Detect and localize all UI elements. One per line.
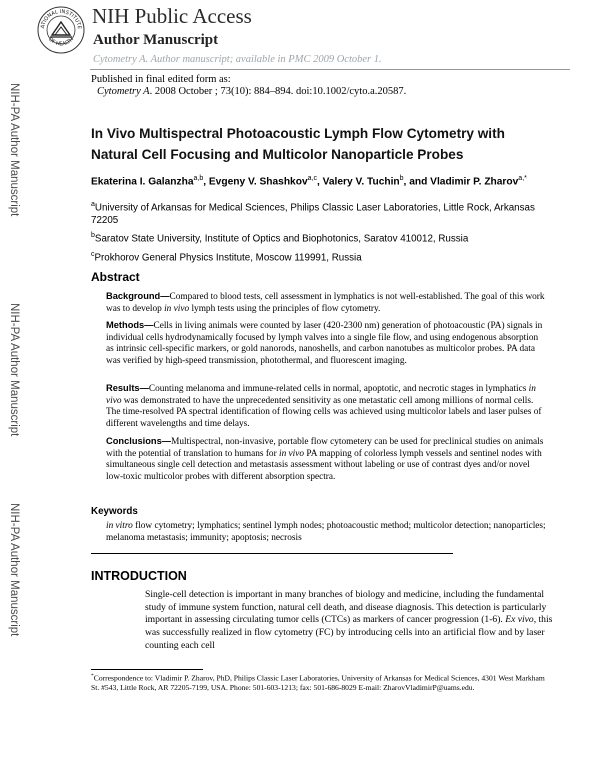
author-affiliation-sup: a,c	[307, 175, 317, 182]
section-label: Conclusions—	[106, 436, 172, 446]
author-affiliation-sup: a,*	[518, 175, 527, 182]
svg-text:OF HEALTH: OF HEALTH	[46, 36, 76, 48]
author-name: Valery V. Tuchin	[322, 176, 400, 188]
keywords-list: in vitro flow cytometry; lymphatics; sentinel lymph nodes; photoacoustic method; multicolor detection; nanoparticles; melanoma metastasis; immunity; apoptosis; necrosis	[106, 521, 546, 543]
side-label-3: NIH-PA Author Manuscript	[8, 503, 20, 637]
author-separator: , and	[403, 176, 431, 188]
paper-title: In Vivo Multispectral Photoacoustic Lymph Flow Cytometry with Natural Cell Focusing and Multicolor Nanoparticle Probes	[91, 126, 505, 162]
author-separator: ,	[316, 176, 323, 188]
citation-details: . 2008 October ; 73(10): 884–894. doi:10.1002/cyto.a.20587.	[149, 86, 407, 97]
published-label: Published in final edited form as:	[91, 74, 231, 85]
nih-seal-logo	[36, 5, 86, 55]
footnote-divider	[91, 669, 203, 670]
keywords-heading: Keywords	[91, 506, 138, 517]
abstract-results: Results—Counting melanoma and immune-related cells in normal, apoptotic, and necrotic stages in lymphatics in vivo was demonstrated to have the unprecedented sensitivity as one metastatic cell among millions of normal cells. The time-resolved PA spectral identification of flowing cells was achieved using multicolor labels and laser pulses of different wavelengths and time delays.	[106, 383, 542, 430]
affiliation: $^c$Prokhorov General Physics Institute, Moscow 119991, Russia	[91, 251, 362, 264]
side-label-1: NIH-PA Author Manuscript	[8, 83, 20, 217]
author-separator: ,	[203, 176, 209, 188]
author-affiliation-sup: a,b	[193, 175, 204, 182]
author-affiliation-sup: b	[399, 175, 404, 182]
section-label: Background—	[106, 291, 170, 301]
author-name: Ekaterina I. Galanzha	[91, 176, 194, 188]
abstract-heading: Abstract	[91, 270, 140, 284]
abstract-background: Background—Compared to blood tests, cell assessment in lymphatics is not well-established. The goal of this work was to develop in vivo lymph tests using the principles of flow cytometry.	[106, 291, 545, 314]
section-label: Results—	[106, 383, 149, 393]
header-divider	[90, 69, 570, 70]
introduction-heading: INTRODUCTION	[91, 569, 187, 583]
author-list	[91, 172, 551, 188]
author-manuscript-label: Author Manuscript	[93, 32, 219, 48]
side-label-2: NIH-PA Author Manuscript	[8, 303, 20, 437]
availability-note: Cytometry A. Author manuscript; available in PMC 2009 October 1.	[93, 54, 382, 65]
citation	[97, 86, 406, 97]
svg-text:NATIONAL INSTITUTES: ATIONAL INSTITUTE	[40, 8, 83, 30]
abstract-conclusions: Conclusions—Multispectral, non-invasive, portable flow cytometery can be used for preclinical studies on animals with the potential of translation to humans for in vivo PA mapping of colorless lymph vessels and sentinel nodes with simultaneous single cell detection and metastasis assessment without labeling or use of contrast dyes and/or novel low-toxic multicolor probes with different absorption spectra.	[106, 436, 544, 483]
correspondence-footnote: *Correspondence to: Vladimir P. Zharov, PhD, Philips Classic Laser Laboratories, University of Arkansas for Medical Sciences, 4301 West Markham St. #543, Little Rock, AR 72205-7199, USA. Phone: 501-603-1213; fax: 501-686-8029 E-mail: ZharovVladimirP@uams.edu.	[91, 673, 545, 693]
affiliation: $^b$Saratov State University, Institute of Optics and Biophotonics, Saratov 410012, Russia	[91, 232, 469, 245]
section-label: Methods—	[106, 320, 154, 330]
keywords-divider	[91, 553, 453, 554]
introduction-paragraph: Single-cell detection is important in many branches of biology and medicine, including the fundamental study of immune system function, natural cell death, and disease diagnosis. This detection is particularly important in assessing circulating tumor cells (CTCs) as markers of cancer progression (1-6). Ex vivo, this was successfully realized in flow cytometry (FC) by introducing cells into an artificial flow and by laser counting each cell	[145, 589, 553, 651]
abstract-methods: Methods—Cells in living animals were counted by laser (420-2300 nm) generation of photoacoustic (PA) signals in individual cells hydrodynamically focused by lymph valves into a single file flow, and using endogenous absorption as intrinsic cell-specific markers, or gold nanorods, nanoshells, and carbon nanotubes as multicolor probes. PA data was verified by high-speed transmission, photothermal, and fluorescent imaging.	[106, 320, 543, 367]
author-name: Vladimir P. Zharov	[430, 176, 519, 188]
author-name: Evgeny V. Shashkov	[208, 176, 308, 188]
affiliation: $^a$University of Arkansas for Medical Sciences, Philips Classic Laser Laboratories, Little Rock, Arkansas 72205	[91, 201, 535, 226]
journal-name: Cytometry A	[97, 86, 150, 97]
nih-public-access-title: NIH Public Access	[92, 4, 252, 28]
